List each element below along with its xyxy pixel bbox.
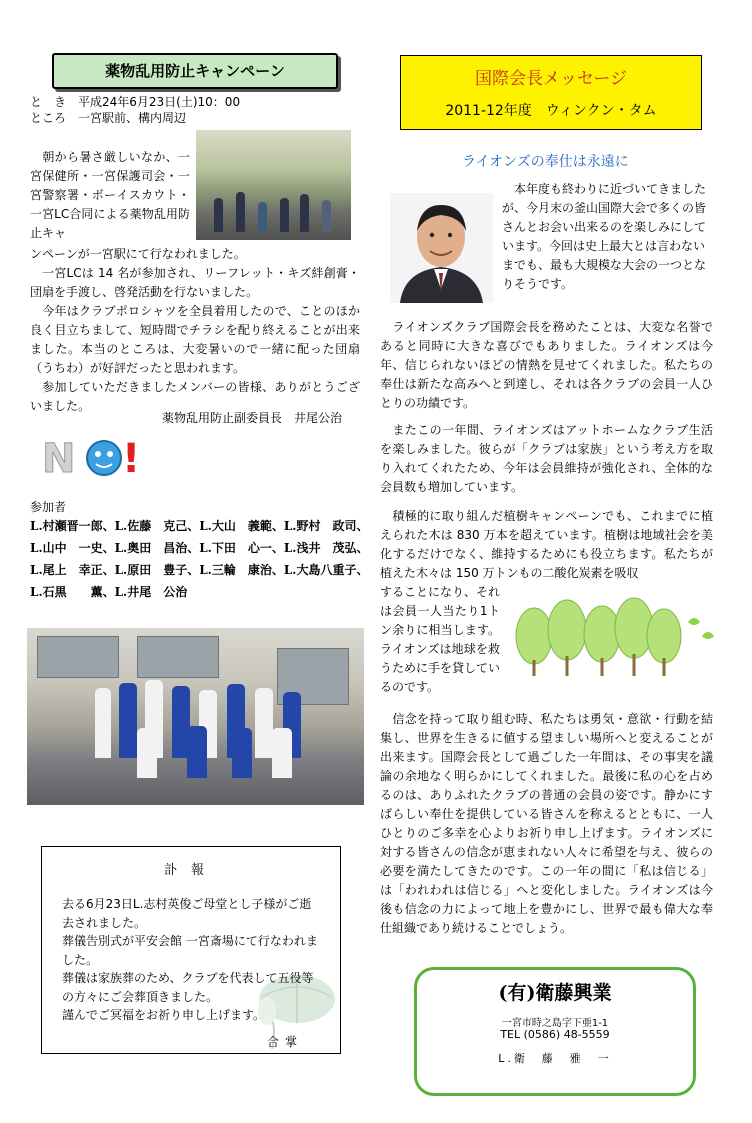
event-info	[30, 94, 360, 126]
svg-text:N: N	[42, 436, 76, 482]
campaign-paragraph-2: 一宮LCは 14 名が参加され、リーフレット・キズ絆創膏・団扇を手渡し、啓発活動を行ないました。	[30, 266, 360, 299]
no-drugs-logo	[40, 432, 150, 484]
company-name: (有)衛藤興業	[498, 982, 612, 1004]
campaign-body	[30, 245, 360, 416]
obituary-text	[62, 895, 322, 1025]
attendees-label: 参加者	[30, 500, 67, 514]
obituary-closing: 合掌	[267, 1035, 304, 1049]
attendee-row: L.尾上 幸正、L.原田 豊子、L.三輪 康治、L.大島八重子、	[30, 563, 369, 577]
attendee-row: L.山中 一史、L.奥田 昌治、L.下田 心一、L.浅井 茂弘、	[30, 541, 369, 555]
message-paragraph-3: またこの一年間、ライオンズはアットホームなクラブ生活を楽しみました。彼らが「クラブは家族」という考え方を取り入れてくれたため、今年は会員維持が強化され、全体的な会員数も増加しています。	[380, 423, 713, 494]
obituary-line: 葬儀は家族葬のため、クラブを代表して五役等の方々にご会葬頂きました。	[62, 971, 314, 1004]
message-heading: ライオンズの奉仕は永遠に	[462, 154, 629, 170]
message-paragraph-2: ライオンズクラブ国際会長を務めたことは、大変な名誉であると同時に大きな喜びでもありました。ライオンズは今年、信じられないほどの情熱を見せてくれました。私たちの奉仕は新たな高みへと到達し、それは各クラブの会員一人ひとりの功績です。	[380, 320, 713, 410]
company-phone: TEL (0586) 48-5559	[500, 1028, 610, 1041]
campaign-paragraph-4: 参加していただきましたメンバーの皆様、ありがとうございました。	[30, 380, 360, 413]
president-portrait	[390, 193, 493, 303]
obituary-line: 謹んでご冥福をお祈り申し上げます。	[62, 1008, 266, 1022]
svg-text:!: !	[122, 436, 141, 482]
event-place: ところ 一宮駅前、構内周辺	[30, 111, 187, 125]
message-title: 国際会長メッセージ	[475, 69, 627, 89]
obituary-title: 訃報	[163, 863, 218, 878]
attendee-row: L.石黒 薫、L.井尾 公治	[30, 585, 188, 599]
obituary-line: 葬儀告別式が平安会館 一宮斎場にて行なわれました。	[62, 934, 318, 967]
message-paragraph-1: 本年度も終わりに近づいてきましたが、今月末の釜山国際大会で多くの皆さんとお会い出来るのを楽しみにしています。今回は史上最大とは言わないまでも、最も大規模な大会の一つとなりそうです。	[502, 182, 707, 291]
message-paragraph-5: 信念を持って取り組む時、私たちは勇気・意欲・行動を結集し、世界を生きるに値する望ましい場所へと変えることが出来ます。国際会長として過ごした一年間は、その事実を議論の余地なく明らかにしてくれました。最後に私の心を占めるのは、ありふれたクラブの普通の会員の姿です。静かにすばらしい奉仕を提供している皆さんを称えるとともに、一人ひとりのご多幸を心よりお祈り申し上げます。ライオンズに対する皆さんの信念が恵まれない人々に希望を与え、彼らの必要を満たしてきたのです。この一年の間に「私は信じる」は「われわれは信じる」へと変化しました。ライオンズは今後も信念の力によって地上を豊かにし、世界で最も偉大な奉仕組織であり続けることでしょう。	[380, 712, 713, 935]
signer: 薬物乱用防止副委員長 井尾公治	[162, 411, 343, 425]
message-paragraph-4: 積極的に取り組んだ植樹キャンペーンでも、これまでに植えられた木は 830 万本を超えています。植樹は地域社会を美化するだけでなく、維持するためにも役立ちます。私たちが植えた木々は 150 万トンもの二酸化炭素を吸収	[380, 509, 713, 580]
company-address: 一宮市時之島字下亜1-1	[501, 1018, 609, 1029]
trees-illustration	[512, 596, 717, 678]
campaign-paragraph-1-cont: ンペーンが一宮駅にて行なわれました。	[30, 247, 246, 261]
message-subtitle: 2011-12年度 ウィンクン・タム	[445, 103, 657, 119]
campaign-paragraph-3: 今年はクラブポロシャツを全員着用したので、ことのほか良く目立ちまして、短時間でチラシを配り終えることが出来ました。本当のところは、大変暑いので一緒に配った団扇（うちわ）が好評だったと思われます。	[30, 304, 360, 375]
president-message-box	[400, 55, 702, 130]
group-photo	[27, 628, 364, 805]
message-paragraph-4-cont: することになり、それは会員一人当たり1トン余りに相当します。ライオンズは地球を救うために手を貸しているのです。	[380, 585, 501, 694]
obituary-line: 去る6月23日L.志村英俊ご母堂とし子様がご逝去されました。	[62, 897, 312, 930]
company-ad	[414, 967, 696, 1096]
campaign-title: 薬物乱用防止キャンペーン	[52, 53, 338, 89]
event-date: と き 平成24年6月23日(土)10：00	[30, 95, 241, 109]
obituary-box	[41, 846, 341, 1054]
attendee-row: L.村瀬晋一郎、L.佐藤 克己、L.大山 義範、L.野村 政司、	[30, 519, 369, 533]
company-representative: L.衛 藤 雅 一	[498, 1052, 612, 1065]
campaign-photo	[196, 130, 351, 240]
campaign-paragraph-1: 朝から暑さ厳しいなか、一宮保健所・一宮保護司会・一宮警察署・ボーイスカウト・一宮LC合同による薬物乱用防止キャ	[30, 150, 190, 240]
attendee-list	[30, 515, 369, 603]
